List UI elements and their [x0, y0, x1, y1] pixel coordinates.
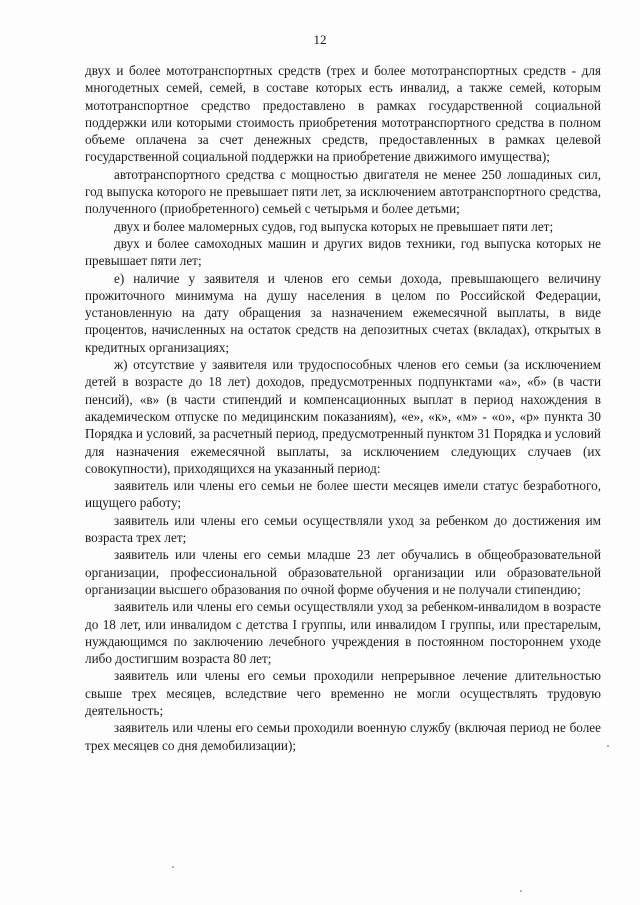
page-number: 12 — [313, 32, 327, 47]
document-body — [85, 62, 601, 754]
paragraph-6: ж) отсутствие у заявителя или трудоспособных членов его семьи (за исключением детей в возрасте до 18 лет) доходов, предусмотренных подпунктами «а», «б» (в части пенсий), «в» (в части стипендий и компенсационных выплат в период нахождения в академическом отпуске по медицинским показаниям), «е», «к», «м» - «о», «р» пункта 30 Порядка и условий, за расчетный период, предусмотренный пунктом 31 Порядка и условий для назначения ежемесячной выплаты, за исключением следующих случаев (их совокупности), приходящихся на указанный период: — [85, 357, 601, 476]
paragraph-11: заявитель или члены его семьи проходили непрерывное лечение длительностью свыше трех месяцев, вследствие чего временно не могли осуществлять трудовую деятельность; — [85, 668, 601, 718]
scan-speck — [607, 745, 609, 747]
scan-speck — [172, 866, 174, 868]
scan-speck — [520, 890, 522, 892]
paragraph-7: заявитель или члены его семьи не более шести месяцев имели статус безработного, ищущего работу; — [85, 478, 601, 511]
paragraph-10: заявитель или члены его семьи осуществляли уход за ребенком-инвалидом в возрасте до 18 лет, или инвалидом с детства I группы, или инвалидом I группы, или престарелым, нуждающимся по заключению лечебного учреждения в постоянном постороннем уходе либо достигшим возраста 80 лет; — [85, 599, 601, 667]
paragraph-3: двух и более маломерных судов, год выпуска которых не превышает пяти лет; — [114, 218, 554, 234]
paragraph-1: двух и более мототранспортных средств (трех и более мототранспортных средств - для многодетных семей, семей, в составе которых есть инвалид, а также семей, которым мототранспортное средство предоставлено в рамках государственной социальной поддержки или которыми стоимость приобретения мототранспортного средства в полном объеме оплачена за счет денежных средств, предоставленных в рамках целевой государственной социальной поддержки на приобретение движимого имущества); — [85, 63, 601, 165]
paragraph-4: двух и более самоходных машин и других видов техники, год выпуска которых не превышает пяти лет; — [85, 235, 601, 269]
paragraph-12: заявитель или члены его семьи проходили военную службу (включая период не более трех месяцев со дня демобилизации); — [85, 720, 601, 753]
paragraph-9: заявитель или члены его семьи младше 23 лет обучались в общеобразовательной организации, профессиональной образовательной организации или образовательной организации высшего образования по очной форме обучения и не получали стипендию; — [85, 547, 601, 597]
paragraph-5: е) наличие у заявителя и членов его семьи дохода, превышающего величину прожиточного минимума на душу населения в целом по Российской Федерации, установленную на дату обращения за назначением ежемесячной выплаты, в виде процентов, начисленных на остаток средств на депозитных счетах (вкладах), открытых в кредитных организациях; — [85, 270, 601, 355]
paragraph-8: заявитель или члены его семьи осуществляли уход за ребенком до достижения им возраста трех лет; — [85, 512, 601, 546]
paragraph-2: автотранспортного средства с мощностью двигателя не менее 250 лошадиных сил, год выпуска которого не превышает пяти лет, за исключением автотранспортного средства, полученного (приобретенного) семьей с четырьмя и более детьми; — [85, 166, 601, 217]
